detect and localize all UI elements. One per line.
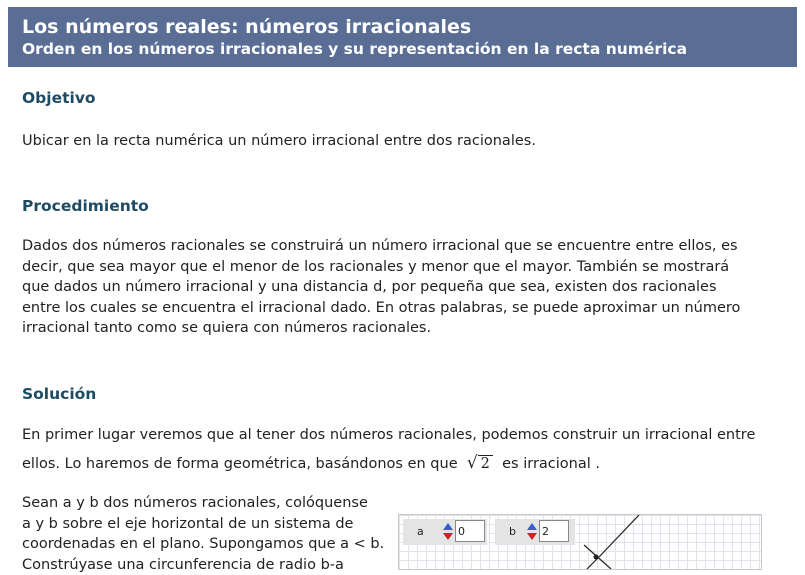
slider-b-stepper[interactable] bbox=[527, 523, 537, 543]
procedimiento-line: entre los cuales se encuentra el irracional dado. En otras palabras, se puede aproximar un número bbox=[22, 298, 740, 319]
arrow-up-icon[interactable] bbox=[527, 523, 537, 530]
intersection-point bbox=[594, 555, 599, 560]
solucion-line-2 bbox=[22, 451, 600, 476]
heading-solucion: Solución bbox=[22, 385, 96, 403]
procedimiento-line: decir, que sea mayor que el menor de los racionales y menor que el mayor. También se mostrará bbox=[22, 257, 740, 278]
solucion-line-1: En primer lugar veremos que al tener dos números racionales, podemos construir un irracional entre bbox=[22, 425, 755, 446]
solucion-line-2-pre: ellos. Lo haremos de forma geométrica, basándonos en que bbox=[22, 456, 458, 472]
procedimiento-line: Dados dos números racionales se construirá un número irracional que se encuentre entre ellos, es bbox=[22, 236, 740, 257]
sqrt-value: 2 bbox=[478, 455, 493, 472]
sqrt-expression: √ 2 bbox=[467, 451, 493, 476]
procedimiento-text bbox=[22, 236, 740, 339]
slider-a-stepper[interactable] bbox=[443, 523, 453, 543]
slider-b-input[interactable]: 2 bbox=[539, 520, 569, 542]
page-subtitle: Orden en los números irracionales y su representación en la recta numérica bbox=[22, 40, 687, 58]
slider-a-label: a bbox=[417, 525, 424, 538]
page-title: Los números reales: números irracionales bbox=[22, 16, 471, 38]
page-header bbox=[8, 7, 797, 67]
heading-objetivo: Objetivo bbox=[22, 89, 96, 107]
procedimiento-line: que dados un número irracional y una distancia d, por pequeña que sea, existen dos racionales bbox=[22, 277, 740, 298]
slider-a[interactable] bbox=[403, 519, 487, 545]
solucion-side-line: a y b sobre el eje horizontal de un sistema de bbox=[22, 514, 384, 535]
arrow-down-icon[interactable] bbox=[443, 533, 453, 540]
solucion-side-line: coordenadas en el plano. Supongamos que a < b. bbox=[22, 534, 384, 555]
solucion-side-text bbox=[22, 493, 384, 575]
procedimiento-line: irracional tanto como se quiera con números racionales. bbox=[22, 318, 740, 339]
solucion-side-line: Sean a y b dos números racionales, colóquense bbox=[22, 493, 384, 514]
heading-procedimiento: Procedimiento bbox=[22, 197, 149, 215]
solucion-line-2-post: es irracional . bbox=[502, 456, 600, 472]
arrow-down-icon[interactable] bbox=[527, 533, 537, 540]
slider-b-label: b bbox=[509, 525, 516, 538]
slider-b[interactable] bbox=[495, 519, 575, 545]
solucion-side-line: Constrúyase una circunferencia de radio b-a bbox=[22, 555, 384, 575]
geometry-applet[interactable] bbox=[398, 514, 762, 570]
slider-a-input[interactable]: 0 bbox=[455, 520, 485, 542]
objetivo-text: Ubicar en la recta numérica un número irracional entre dos racionales. bbox=[22, 131, 536, 152]
arrow-up-icon[interactable] bbox=[443, 523, 453, 530]
